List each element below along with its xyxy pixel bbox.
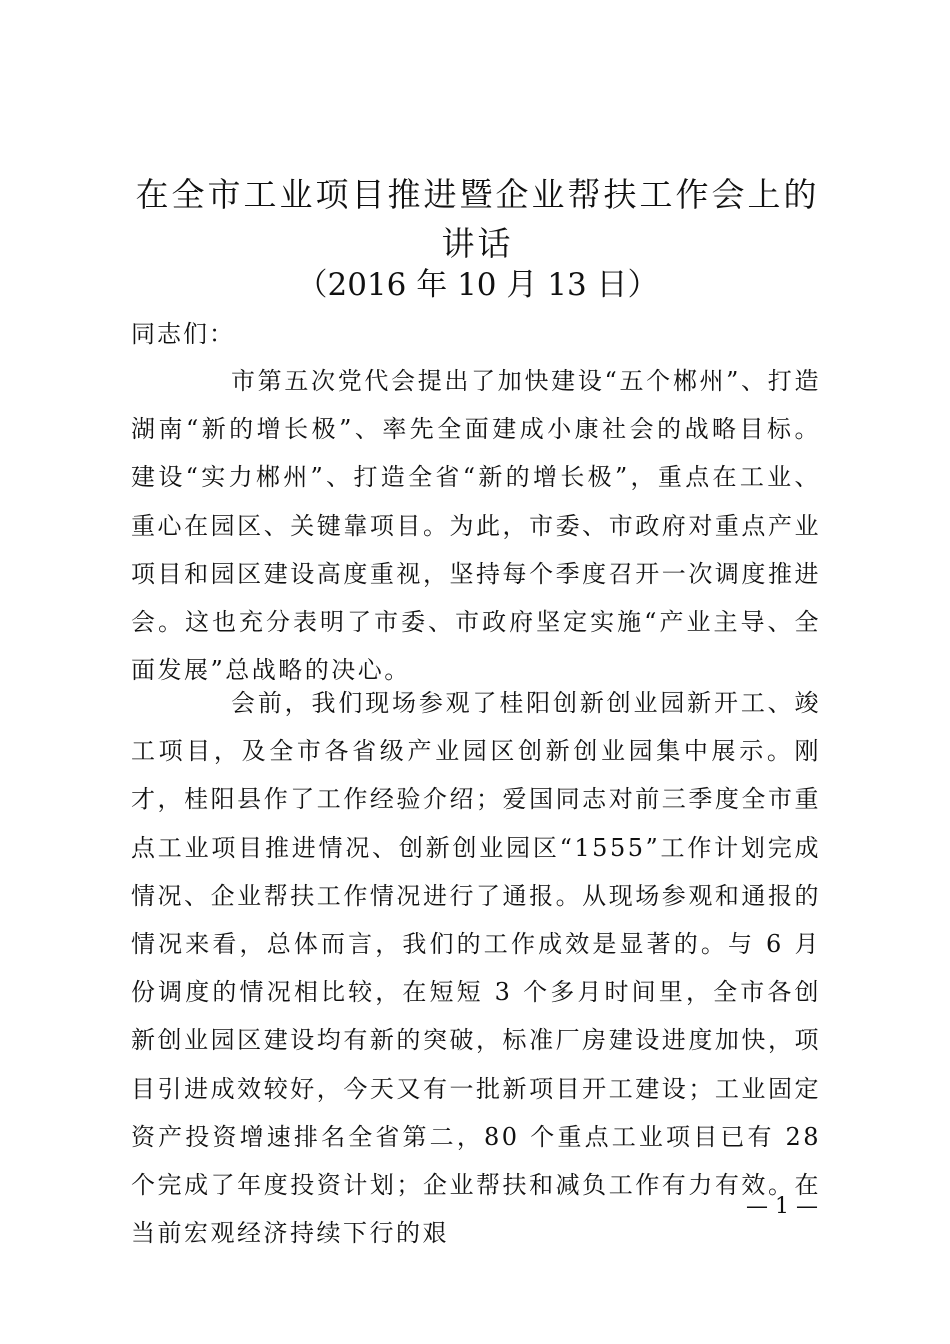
document-title: 在全市工业项目推进暨企业帮扶工作会上的讲话 <box>135 175 820 263</box>
speech-date: （2016 年 10 月 13 日） <box>296 267 659 303</box>
paragraph: 市第五次党代会提出了加快建设“五个郴州”、打造湖南“新的增长极”、率先全面建成小康社会的战略目标。建设“实力郴州”、打造全省“新的增长极”，重点在工业、重心在园区、关键靠项目。为此，市委、市政府对重点产业项目和园区建设高度重视，坚持每个季度召开一次调度推进会。这也充分表明了市委、市政府坚定实施“产业主导、全面发展”总战略的决心。 <box>131 367 821 685</box>
page-number: — 1 — <box>746 1194 818 1219</box>
salutation: 同志们： <box>131 320 235 348</box>
paragraph: 会前，我们现场参观了桂阳创新创业园新开工、竣工项目，及全市各省级产业园区创新创业园集中展示。刚才，桂阳县作了工作经验介绍；爱国同志对前三季度全市重点工业项目推进情况、创新创业园区“1555”工作计划完成情况、企业帮扶工作情况进行了通报。从现场参观和通报的情况来看，总体而言，我们的工作成效是显著的。与 6 月份调度的情况相比较，在短短 3 个多月时间里，全市各创新创业园区建设均有新的突破，标准厂房建设进度加快，项目引进成效较好，今天又有一批新项目开工建设；工业固定资产投资增速排名全省第二，80 个重点工业项目已有 28 个完成了年度投资计划；企业帮扶和减负工作有力有效。在当前宏观经济持续下行的艰 <box>131 689 821 1248</box>
